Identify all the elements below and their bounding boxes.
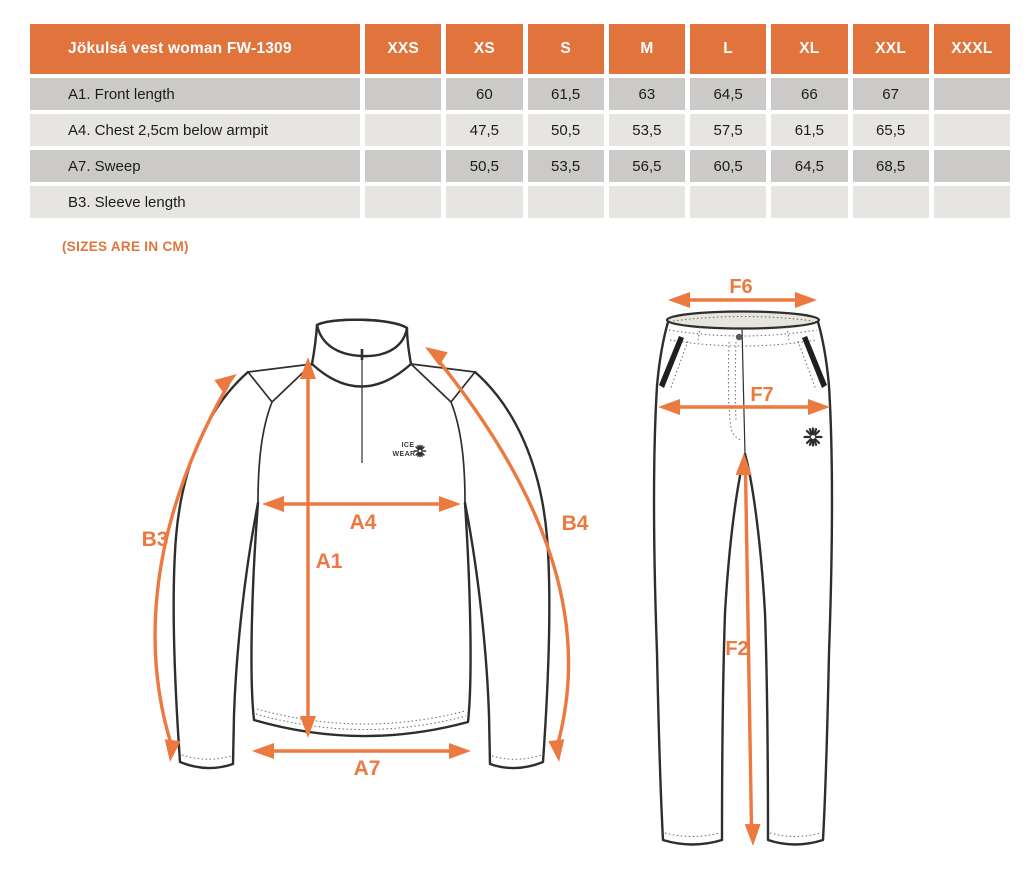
- center-front-seam: [742, 328, 745, 454]
- logo-line1: ICE: [401, 442, 415, 449]
- size-column-header-xs: XS: [446, 24, 522, 74]
- size-value-cell: [934, 78, 1010, 110]
- product-title: Jökulsá vest woman FW-1309: [30, 24, 360, 74]
- size-value-cell: 47,5: [446, 114, 522, 146]
- f2-label: F2: [725, 638, 749, 660]
- left-sleeve-outline: [174, 372, 258, 768]
- size-value-cell: 68,5: [853, 150, 929, 182]
- size-value-cell: [365, 150, 441, 182]
- size-value-cell: [365, 78, 441, 110]
- a1-label: A1: [315, 550, 343, 573]
- size-value-cell: [365, 114, 441, 146]
- table-header-row: [30, 24, 1010, 74]
- size-value-cell: 50,5: [446, 150, 522, 182]
- size-value-cell: 64,5: [771, 150, 847, 182]
- size-value-cell: 64,5: [690, 78, 766, 110]
- shirt-measurement-diagram: [130, 285, 600, 810]
- size-value-cell: [934, 114, 1010, 146]
- size-value-cell: 53,5: [528, 150, 604, 182]
- size-value-cell: 57,5: [690, 114, 766, 146]
- sizes-in-cm-note: (SIZES ARE IN CM): [62, 239, 189, 254]
- b3-label: B3: [141, 528, 169, 551]
- shirt-body-outline: [251, 503, 470, 736]
- fly-stitching: [728, 342, 741, 440]
- size-column-header-m: M: [609, 24, 685, 74]
- row-label: A4. Chest 2,5cm below armpit: [30, 114, 360, 146]
- size-value-cell: 66: [771, 78, 847, 110]
- a1-arrow: [300, 357, 316, 738]
- size-column-header-xxs: XXS: [365, 24, 441, 74]
- right-shoulder-seam: [411, 364, 475, 503]
- size-value-cell: [528, 186, 604, 218]
- logo-line2: WEAR: [392, 451, 416, 458]
- size-value-cell: [853, 186, 929, 218]
- a4-arrow: [262, 496, 461, 512]
- size-value-cell: [771, 186, 847, 218]
- size-value-cell: 65,5: [853, 114, 929, 146]
- snowflake-icon: [415, 446, 426, 457]
- size-value-cell: 67: [853, 78, 929, 110]
- row-label: A7. Sweep: [30, 150, 360, 182]
- hem-stitching: [256, 709, 466, 730]
- waistband-stitching: [669, 330, 817, 346]
- size-column-header-s: S: [528, 24, 604, 74]
- size-value-cell: 50,5: [528, 114, 604, 146]
- table-row-sweep: [30, 150, 1010, 182]
- table-row-chest: [30, 114, 1010, 146]
- size-value-cell: [609, 186, 685, 218]
- a7-label: A7: [353, 757, 381, 780]
- size-value-cell: 60,5: [690, 150, 766, 182]
- size-column-header-xxxl: XXXL: [934, 24, 1010, 74]
- size-value-cell: [690, 186, 766, 218]
- right-cuff-stitching: [492, 755, 541, 759]
- snowflake-icon: [805, 429, 822, 446]
- waist-button: [736, 334, 742, 340]
- size-column-header-l: L: [690, 24, 766, 74]
- pants-measurement-diagram: [640, 278, 845, 863]
- right-sleeve-outline: [465, 372, 549, 768]
- size-value-cell: 61,5: [528, 78, 604, 110]
- size-column-header-xxl: XXL: [853, 24, 929, 74]
- table-row-sleeve-length: [30, 186, 1010, 218]
- leg-hem-stitching: [665, 833, 821, 837]
- f6-label: F6: [729, 278, 753, 298]
- size-value-cell: 61,5: [771, 114, 847, 146]
- size-value-cell: [365, 186, 441, 218]
- size-value-cell: 60: [446, 78, 522, 110]
- row-label: B3. Sleeve length: [30, 186, 360, 218]
- f7-label: F7: [750, 384, 774, 406]
- size-value-cell: [446, 186, 522, 218]
- size-value-cell: [934, 150, 1010, 182]
- b3-arrow: [155, 367, 242, 763]
- table-row-front-length: [30, 78, 1010, 110]
- size-chart-table: [25, 20, 1015, 222]
- size-column-header-xl: XL: [771, 24, 847, 74]
- left-shoulder-seam: [248, 364, 312, 503]
- shirt-logo: [393, 442, 426, 458]
- row-label: A1. Front length: [30, 78, 360, 110]
- size-value-cell: 63: [609, 78, 685, 110]
- waistband-opening: [667, 312, 819, 329]
- b4-label: B4: [561, 512, 589, 535]
- size-value-cell: 56,5: [609, 150, 685, 182]
- size-value-cell: 53,5: [609, 114, 685, 146]
- size-value-cell: [934, 186, 1010, 218]
- left-cuff-stitching: [182, 755, 231, 759]
- pants-left-outline: [654, 322, 745, 845]
- a4-label: A4: [349, 511, 377, 534]
